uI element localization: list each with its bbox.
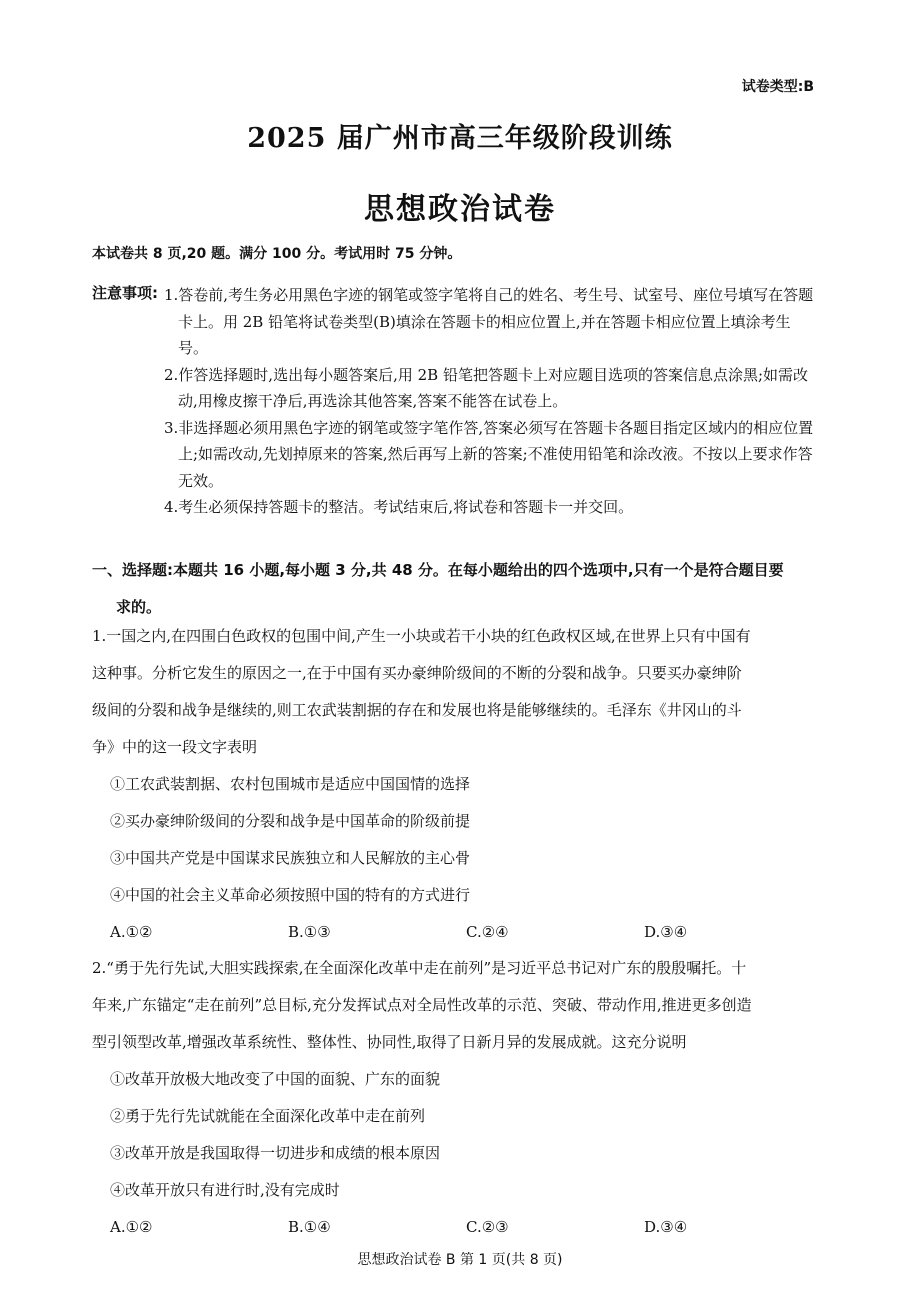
choice-c: C.②③: [466, 1218, 509, 1236]
answer-choices: [110, 914, 822, 951]
section-heading-line: 求的。: [116, 598, 162, 616]
question-stem-line: 1.一国之内,在四围白色政权的包围中间,产生一小块或若干小块的红色政权区域,在世界上只有中国有: [92, 627, 751, 645]
page-footer: 思想政治试卷 B 第 1 页(共 8 页): [357, 1252, 563, 1268]
question-stem-line: 2.“勇于先行先试,大胆实践探索,在全面深化改革中走在前列”是习近平总书记对广东的殷殷嘱托。十: [92, 959, 747, 977]
question-stem-line: 级间的分裂和战争是继续的,则工农武装割据的存在和发展也将是能够继续的。毛泽东《井冈山的斗: [92, 701, 742, 719]
notice-label: 注意事项:: [92, 284, 158, 302]
question-stem-line: 这种事。分析它发生的原因之一,在于中国有买办豪绅阶级间的不断的分裂和战争。只要买办豪绅阶: [92, 664, 742, 682]
question-statement: ①工农武装割据、农村包围城市是适应中国国情的选择: [110, 775, 471, 793]
question-statement: ③中国共产党是中国谋求民族独立和人民解放的主心骨: [110, 849, 471, 867]
question-statement: ①改革开放极大地改变了中国的面貌、广东的面貌: [110, 1070, 441, 1088]
question-stem-line: 争》中的这一段文字表明: [92, 738, 258, 756]
question-stem-line: 型引领型改革,增强改革系统性、整体性、协同性,取得了日新月异的发展成就。这充分说明: [92, 1033, 687, 1051]
choice-d: D.③④: [644, 923, 688, 941]
choice-c: C.②④: [466, 923, 509, 941]
question-statement: ②勇于先行先试就能在全面深化改革中走在前列: [110, 1107, 426, 1125]
section-heading: [92, 552, 822, 626]
question-statement: ④中国的社会主义革命必须按照中国的特有的方式进行: [110, 886, 471, 904]
subject-title: 思想政治试卷: [364, 192, 556, 227]
choice-a: A.①②: [110, 923, 153, 941]
notice-item: 3.非选择题必须用黑色字迹的钢笔或签字笔作答,答案必须写在答题卡各题目指定区域内的相应位置上;如需改动,先划掉原来的答案,然后再写上新的答案;不准使用铅笔和涂改液。不按以上要求作答无效。: [164, 418, 814, 490]
question-statement: ③改革开放是我国取得一切进步和成绩的根本原因: [110, 1144, 441, 1162]
question-statement: ④改革开放只有进行时,没有完成时: [110, 1181, 340, 1199]
paper-type: 试卷类型:B: [741, 79, 814, 95]
section-heading-line: 一、选择题:本题共 16 小题,每小题 3 分,共 48 分。在每小题给出的四个选项中,只有一个是符合题目要: [92, 561, 784, 579]
exam-info: 本试卷共 8 页,20 题。满分 100 分。考试用时 75 分钟。: [92, 246, 462, 262]
choice-d: D.③④: [644, 1218, 688, 1236]
answer-choices: [110, 1209, 822, 1246]
notice-list: [164, 282, 820, 521]
exam-title: 2025 届广州市高三年级阶段训练: [247, 123, 673, 154]
notice-item: 1.答卷前,考生务必用黑色字迹的钢笔或签字笔将自己的姓名、考生号、试室号、座位号填写在答题卡上。用 2B 铅笔将试卷类型(B)填涂在答题卡的相应位置上,并在答题卡相应位置上填涂考生号。: [164, 286, 814, 357]
choice-b: B.①③: [288, 923, 331, 941]
question-statement: ②买办豪绅阶级间的分裂和战争是中国革命的阶级前提: [110, 812, 471, 830]
question-1: [92, 618, 822, 951]
question-stem-line: 年来,广东锚定“走在前列”总目标,充分发挥试点对全局性改革的示范、突破、带动作用,推进更多创造: [92, 996, 752, 1014]
notice-item: 4.考生必须保持答题卡的整洁。考试结束后,将试卷和答题卡一并交回。: [164, 498, 634, 516]
question-2: [92, 950, 822, 1246]
choice-b: B.①④: [288, 1218, 331, 1236]
notice-item: 2.作答选择题时,选出每小题答案后,用 2B 铅笔把答题卡上对应题目选项的答案信息点涂黑;如需改动,用橡皮擦干净后,再选涂其他答案,答案不能答在试卷上。: [164, 365, 809, 410]
choice-a: A.①②: [110, 1218, 153, 1236]
